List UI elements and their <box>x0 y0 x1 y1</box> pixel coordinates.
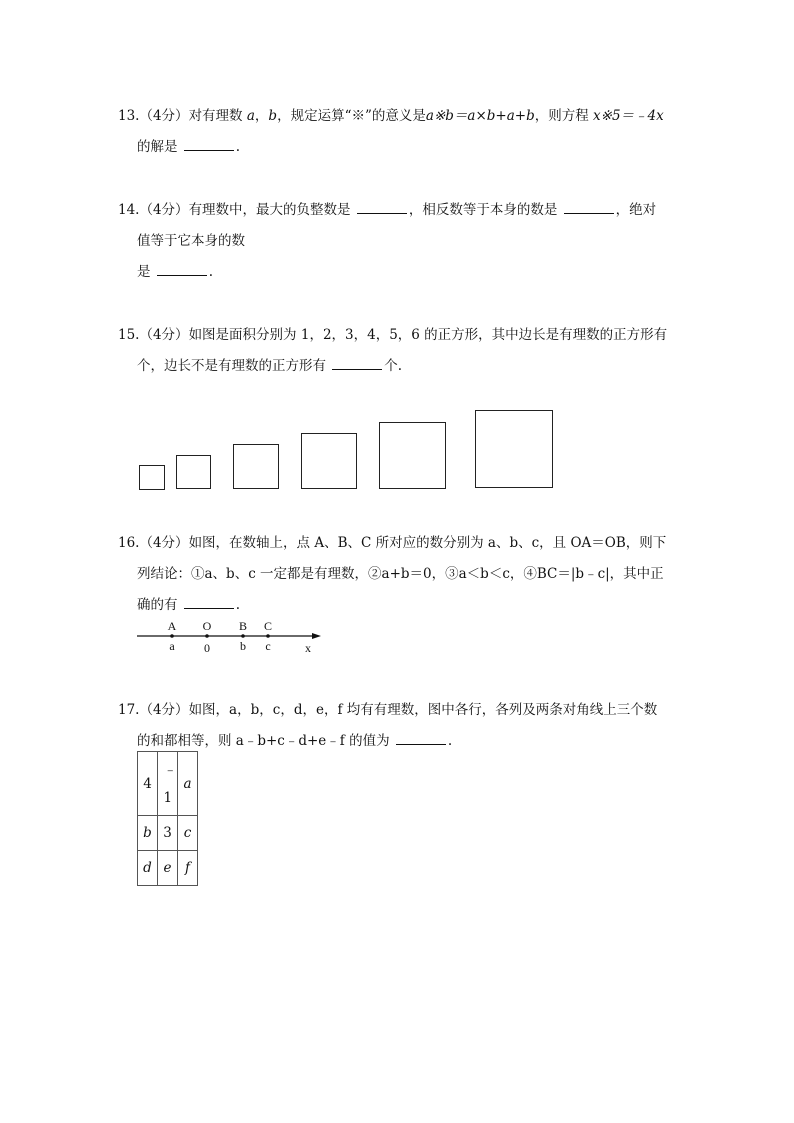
q17-number: 17.（4分） <box>118 702 189 718</box>
table-cell: f <box>178 851 198 886</box>
q16-line1-text: 如图，在数轴上，点 A、B、C 所对应的数分别为 a、b、c，且 OA＝OB，则下 <box>188 535 667 551</box>
q13-end: . <box>235 139 241 155</box>
q13-equation: x※5＝﹣4x <box>593 108 664 124</box>
q17-line2-text: 的和都相等，则 a﹣b+c﹣d+e﹣f 的值为 <box>137 733 390 749</box>
table-row <box>138 752 198 816</box>
q16-line3 <box>137 593 240 613</box>
point-c-dot <box>266 634 270 638</box>
square-area-6 <box>475 410 553 488</box>
point-o-dot <box>205 634 209 638</box>
magic-square-table <box>137 751 198 886</box>
q15-line2a: 个，边长不是有理数的正方形有 <box>137 358 326 374</box>
axis-arrow <box>312 633 321 639</box>
q13-text3: ，则方程 <box>534 108 589 124</box>
square-area-3 <box>233 444 279 489</box>
table-row <box>138 816 198 851</box>
q14-text2: ，相反数等于本身的数是 <box>408 202 558 218</box>
point-o-label: O <box>202 619 212 633</box>
square-area-1 <box>139 465 165 490</box>
q16-line2 <box>137 562 664 582</box>
q14-line1 <box>118 198 656 218</box>
q13-line2 <box>137 135 240 155</box>
table-row <box>138 851 198 886</box>
point-b-label: B <box>238 619 248 633</box>
q15-number: 15.（4分） <box>118 327 189 343</box>
value-zero-label: 0 <box>204 641 210 655</box>
q13-number: 13.（4分） <box>118 108 189 124</box>
q17-blank <box>396 734 446 745</box>
table-cell <box>158 752 178 816</box>
square-area-5 <box>379 422 446 489</box>
q13-var-a: a <box>246 108 255 124</box>
q15-line1 <box>118 323 667 343</box>
q16-end: . <box>235 597 241 613</box>
q16-line1 <box>118 531 666 551</box>
table-cell-value: ﹣1 <box>163 761 177 806</box>
point-a-dot <box>170 634 174 638</box>
q14-line2-text: 值等于它本身的数 <box>137 233 245 249</box>
q17-line2 <box>137 729 452 749</box>
table-cell: 4 <box>138 752 158 816</box>
table-cell: a <box>178 752 198 816</box>
table-cell: c <box>178 816 198 851</box>
q16-line2-text: 列结论：①a、b、c 一定都是有理数，②a+b＝0，③a＜b＜c，④BC＝|b﹣c|，其中正 <box>137 566 664 582</box>
q16-line3-text: 确的有 <box>137 597 178 613</box>
q17-end: . <box>447 733 453 749</box>
q13-answer-blank <box>184 140 234 151</box>
q16-number: 16.（4分） <box>118 535 189 551</box>
q17-line1 <box>118 698 657 718</box>
q13-text2: ，规定运算“※”的意义是 <box>277 108 426 124</box>
q14-blank-1 <box>357 203 407 214</box>
axis-x-label: x <box>305 641 311 655</box>
q15-line2 <box>137 354 402 374</box>
q13-text1: 对有理数 <box>188 108 243 124</box>
q14-end: . <box>208 264 214 280</box>
q14-line2 <box>137 229 245 249</box>
square-area-4 <box>301 433 357 489</box>
point-c-label: C <box>263 619 273 633</box>
value-a-label: a <box>169 639 175 653</box>
q13-var-b: b <box>268 108 278 124</box>
table-cell: 3 <box>158 816 178 851</box>
q17-line1-text: 如图，a，b，c，d，e，f 均有有理数，图中各行，各列及两条对角线上三个数 <box>188 702 658 718</box>
table-cell: d <box>138 851 158 886</box>
q14-blank-3 <box>157 265 207 276</box>
number-line-figure <box>135 614 335 660</box>
point-a-label: A <box>167 619 177 633</box>
q14-line3 <box>137 260 213 280</box>
q15-text1: 如图是面积分别为 1，2，3，4，5，6 的正方形，其中边长是有理数的正方形有 <box>188 327 668 343</box>
value-c-label: c <box>265 639 271 653</box>
q14-number: 14.（4分） <box>118 202 189 218</box>
table-cell: b <box>138 816 158 851</box>
q15-line2b: 个. <box>384 358 403 374</box>
q14-text1: 有理数中，最大的负整数是 <box>188 202 351 218</box>
q14-text3: ，绝对 <box>615 202 657 218</box>
value-b-label: b <box>240 639 246 653</box>
q13-line1 <box>118 104 664 124</box>
table-cell: e <box>158 851 178 886</box>
q14-line3-text: 是 <box>137 264 151 280</box>
q15-blank <box>332 359 382 370</box>
q14-blank-2 <box>564 203 614 214</box>
q13-formula: a※b＝a×b+a+b <box>425 108 535 124</box>
q16-blank <box>184 598 234 609</box>
q13-comma: ， <box>254 108 269 124</box>
point-b-dot <box>241 634 245 638</box>
square-area-2 <box>176 455 211 489</box>
q13-line2-text: 的解是 <box>137 139 178 155</box>
